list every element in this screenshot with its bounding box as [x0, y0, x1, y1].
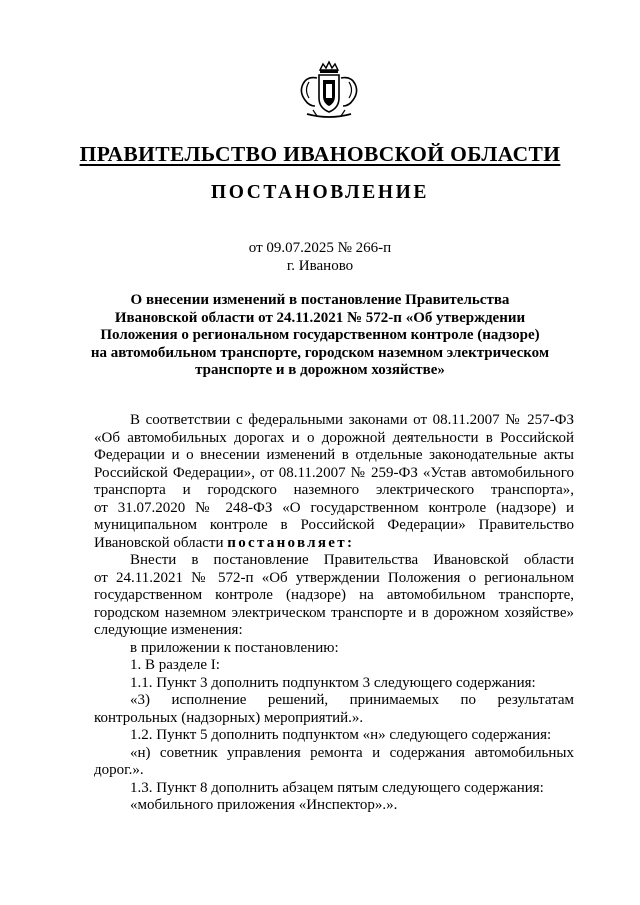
resolves-word: постановляет — [227, 534, 347, 551]
subject-line: Положения о региональном государственном контроле (надзоре) — [100, 327, 540, 343]
government-title: ПРАВИТЕЛЬСТВО ИВАНОВСКОЙ ОБЛАСТИ — [79, 142, 561, 166]
body-line: городском наземном электрическом транспорте и в дорожном хозяйстве» — [94, 604, 574, 621]
body-line: следующие изменения: — [94, 622, 243, 638]
subject-line: О внесении изменений в постановление Правительства — [130, 292, 510, 308]
subject-line: Ивановской области от 24.11.2021 № 572-п «Об утверждении — [114, 309, 526, 326]
body-line: от 31.07.2020 № 248-ФЗ «О государственном контроле (надзоре) и — [94, 499, 574, 516]
body-line: «3) исполнение решений, принимаемых по результатам — [130, 692, 574, 708]
body-line: транспорта и городского наземного электрического транспорта», — [94, 482, 574, 498]
subject-line: на автомобильном транспорте, городском наземном электрическом — [90, 344, 550, 361]
body-line: Федерации и о внесении изменений в отдельные законодательные акты — [94, 447, 574, 463]
body-line: от 24.11.2021 № 572-п «Об утверждении Положения о региональном — [94, 569, 574, 586]
coat-of-arms-icon — [293, 60, 365, 122]
document-meta — [0, 240, 640, 275]
document-type: ПОСТАНОВЛЕНИЕ — [210, 182, 430, 203]
body-line: В соответствии с федеральными законами от 08.11.2007 № 257-ФЗ — [130, 412, 574, 428]
body-line: «мобильного приложения «Инспектор».». — [130, 797, 398, 813]
body-line: муниципальном контроле в Российской Федерации» Правительство — [94, 517, 574, 533]
body-text: Ивановской области — [94, 534, 228, 551]
body-line: Внести в постановление Правительства Ивановской области — [130, 552, 574, 568]
body-line: государственном контроле (надзоре) на автомобильном транспорте, — [94, 587, 574, 603]
body-line: «н) советник управления ремонта и содержания автомобильных — [130, 744, 574, 761]
subject-line: транспорте и в дорожном хозяйстве» — [195, 362, 445, 378]
body-line: «Об автомобильных дорогах и о дорожной деятельности в Российской — [94, 429, 574, 446]
document-subject — [90, 292, 550, 380]
resolves-colon: : — [346, 534, 352, 551]
body-line: 1.3. Пункт 8 дополнить абзацем пятым следующего содержания: — [130, 779, 544, 796]
body-line: в приложении к постановлению: — [130, 639, 339, 656]
body-line: дорог.». — [94, 762, 144, 778]
body-line: Российской Федерации», от 08.11.2007 № 259-ФЗ «Устав автомобильного — [94, 464, 574, 481]
document-body — [94, 412, 574, 815]
date-number: от 09.07.2025 № 266-п — [248, 240, 392, 256]
body-line: 1.2. Пункт 5 дополнить подпунктом «н» следующего содержания: — [130, 727, 552, 743]
body-line: 1. В разделе I: — [130, 657, 220, 673]
body-line: контрольных (надзорных) мероприятий.». — [94, 709, 364, 726]
body-line: 1.1. Пункт 3 дополнить подпунктом 3 следующего содержания: — [130, 674, 536, 691]
body-line — [94, 535, 574, 553]
city: г. Иваново — [286, 257, 354, 274]
